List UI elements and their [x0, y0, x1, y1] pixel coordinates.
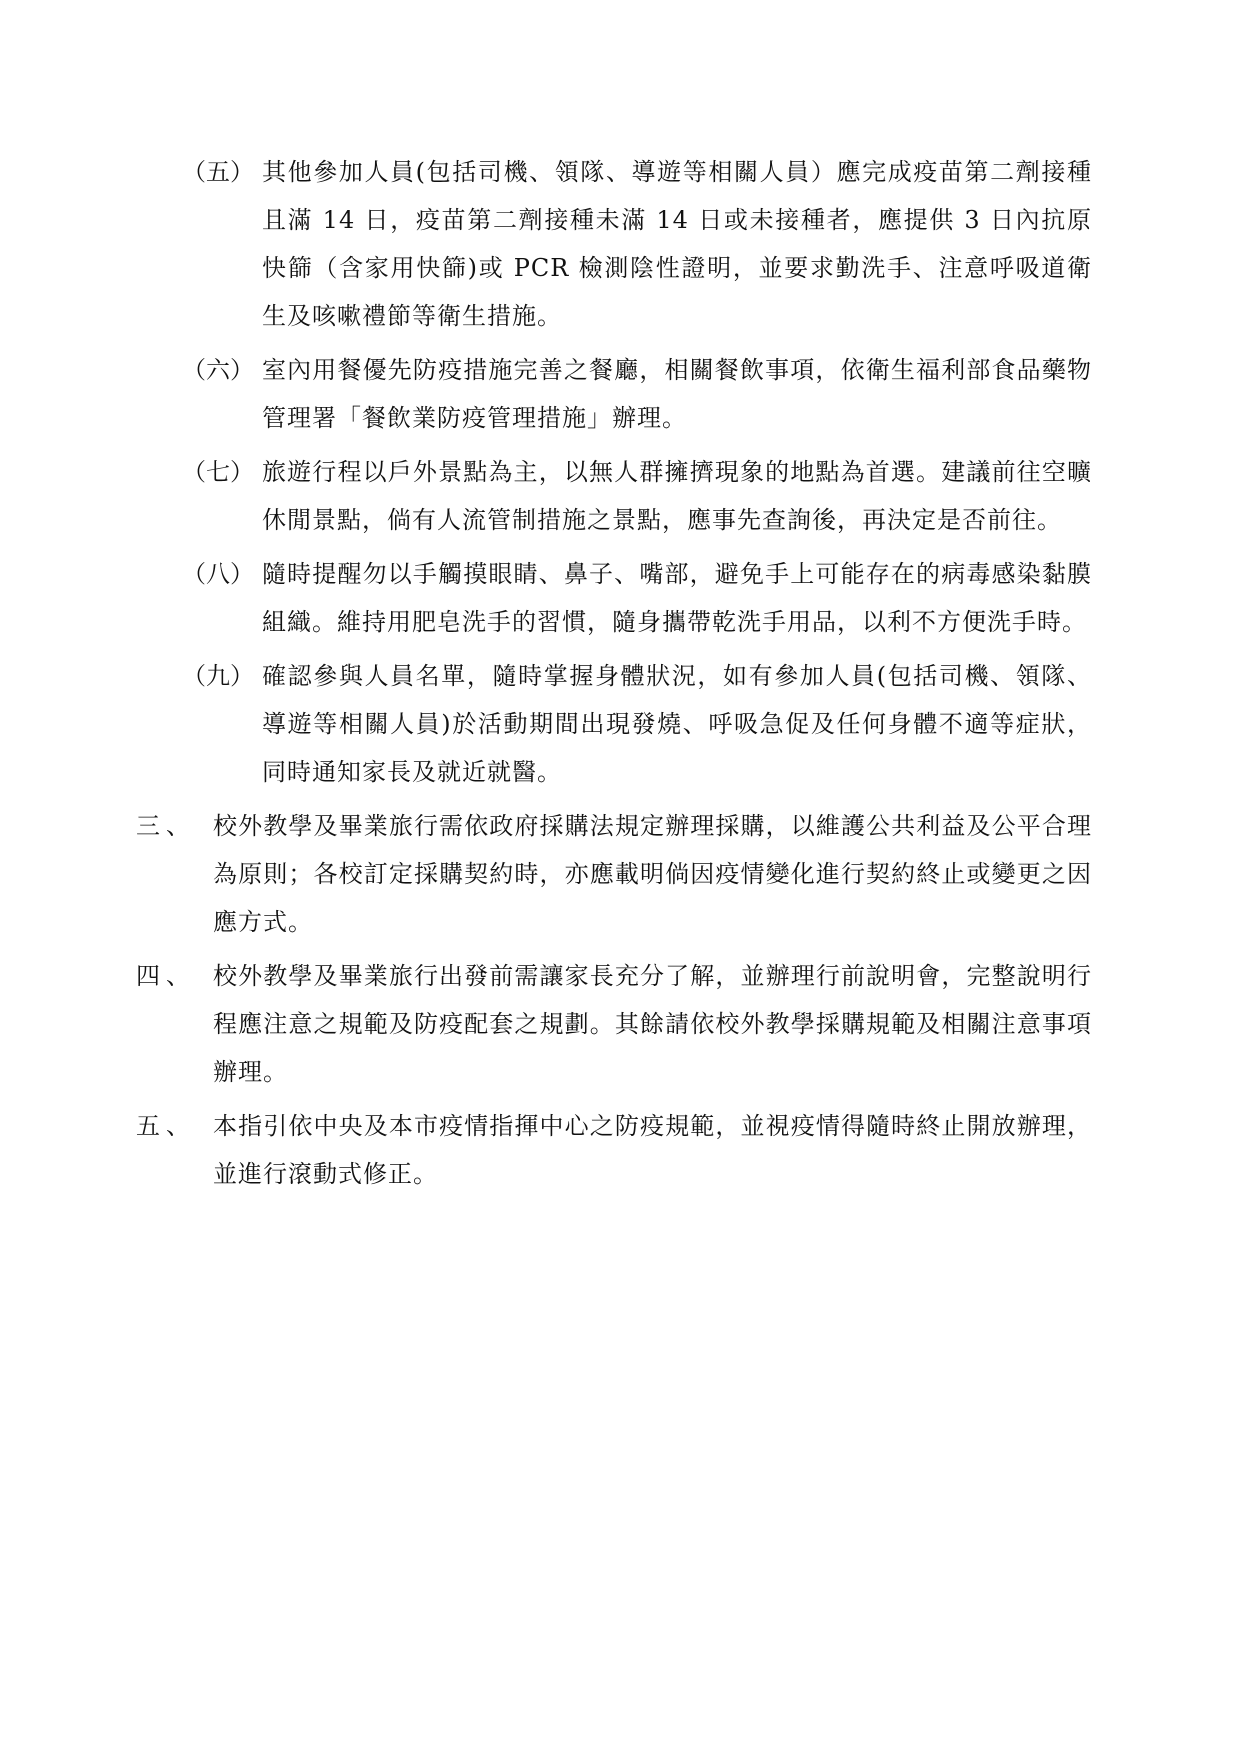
main-item-text: 校外教學及畢業旅行出發前需讓家長充分了解，並辦理行前說明會，完整說明行程應注意之規範及防疫配套之規劃。其餘請依校外教學採購規範及相關注意事項辦理。	[213, 962, 1092, 1086]
main-item-text: 校外教學及畢業旅行需依政府採購法規定辦理採購，以維護公共利益及公平合理為原則；各校訂定採購契約時，亦應載明倘因疫情變化進行契約終止或變更之因應方式。	[213, 812, 1092, 936]
sub-item-6	[182, 346, 1092, 442]
sub-item-7	[182, 448, 1092, 544]
main-item-5	[136, 1102, 1092, 1198]
sub-item-marker: （五）	[182, 158, 254, 186]
sub-item-text: 隨時提醒勿以手觸摸眼睛、鼻子、嘴部，避免手上可能存在的病毒感染黏膜組織。維持用肥皂洗手的習慣，隨身攜帶乾洗手用品，以利不方便洗手時。	[262, 560, 1092, 636]
main-item-4	[136, 952, 1092, 1096]
sub-item-marker: （九）	[182, 662, 254, 690]
sub-item-marker: （七）	[182, 458, 254, 486]
sub-item-5	[182, 148, 1092, 340]
sub-item-text: 室內用餐優先防疫措施完善之餐廳，相關餐飲事項，依衛生福利部食品藥物管理署「餐飲業防疫管理措施」辦理。	[262, 356, 1092, 432]
sub-item-8	[182, 550, 1092, 646]
sub-item-text: 其他參加人員(包括司機、領隊、導遊等相關人員）應完成疫苗第二劑接種且滿 14 日，疫苗第二劑接種未滿 14 日或未接種者，應提供 3 日內抗原快篩（含家用快篩)或 PCR 檢測陰性證明，並要求勤洗手、注意呼吸道衛生及咳嗽禮節等衛生措施。	[262, 158, 1092, 330]
main-item-marker: 五、	[136, 1112, 196, 1140]
sub-item-text: 旅遊行程以戶外景點為主，以無人群擁擠現象的地點為首選。建議前往空曠休閒景點，倘有人流管制措施之景點，應事先查詢後，再決定是否前往。	[262, 458, 1092, 534]
main-item-marker: 三、	[136, 812, 196, 840]
main-item-text: 本指引依中央及本市疫情指揮中心之防疫規範，並視疫情得隨時終止開放辦理，並進行滾動式修正。	[213, 1112, 1092, 1188]
main-item-marker: 四、	[136, 962, 196, 990]
sub-item-marker: （八）	[182, 560, 254, 588]
sub-item-text: 確認參與人員名單，隨時掌握身體狀況，如有參加人員(包括司機、領隊、導遊等相關人員)於活動期間出現發燒、呼吸急促及任何身體不適等症狀，同時通知家長及就近就醫。	[262, 662, 1092, 786]
sub-item-marker: （六）	[182, 356, 254, 384]
sub-item-9	[182, 652, 1092, 796]
document-content	[0, 148, 1241, 1204]
main-item-3	[136, 802, 1092, 946]
